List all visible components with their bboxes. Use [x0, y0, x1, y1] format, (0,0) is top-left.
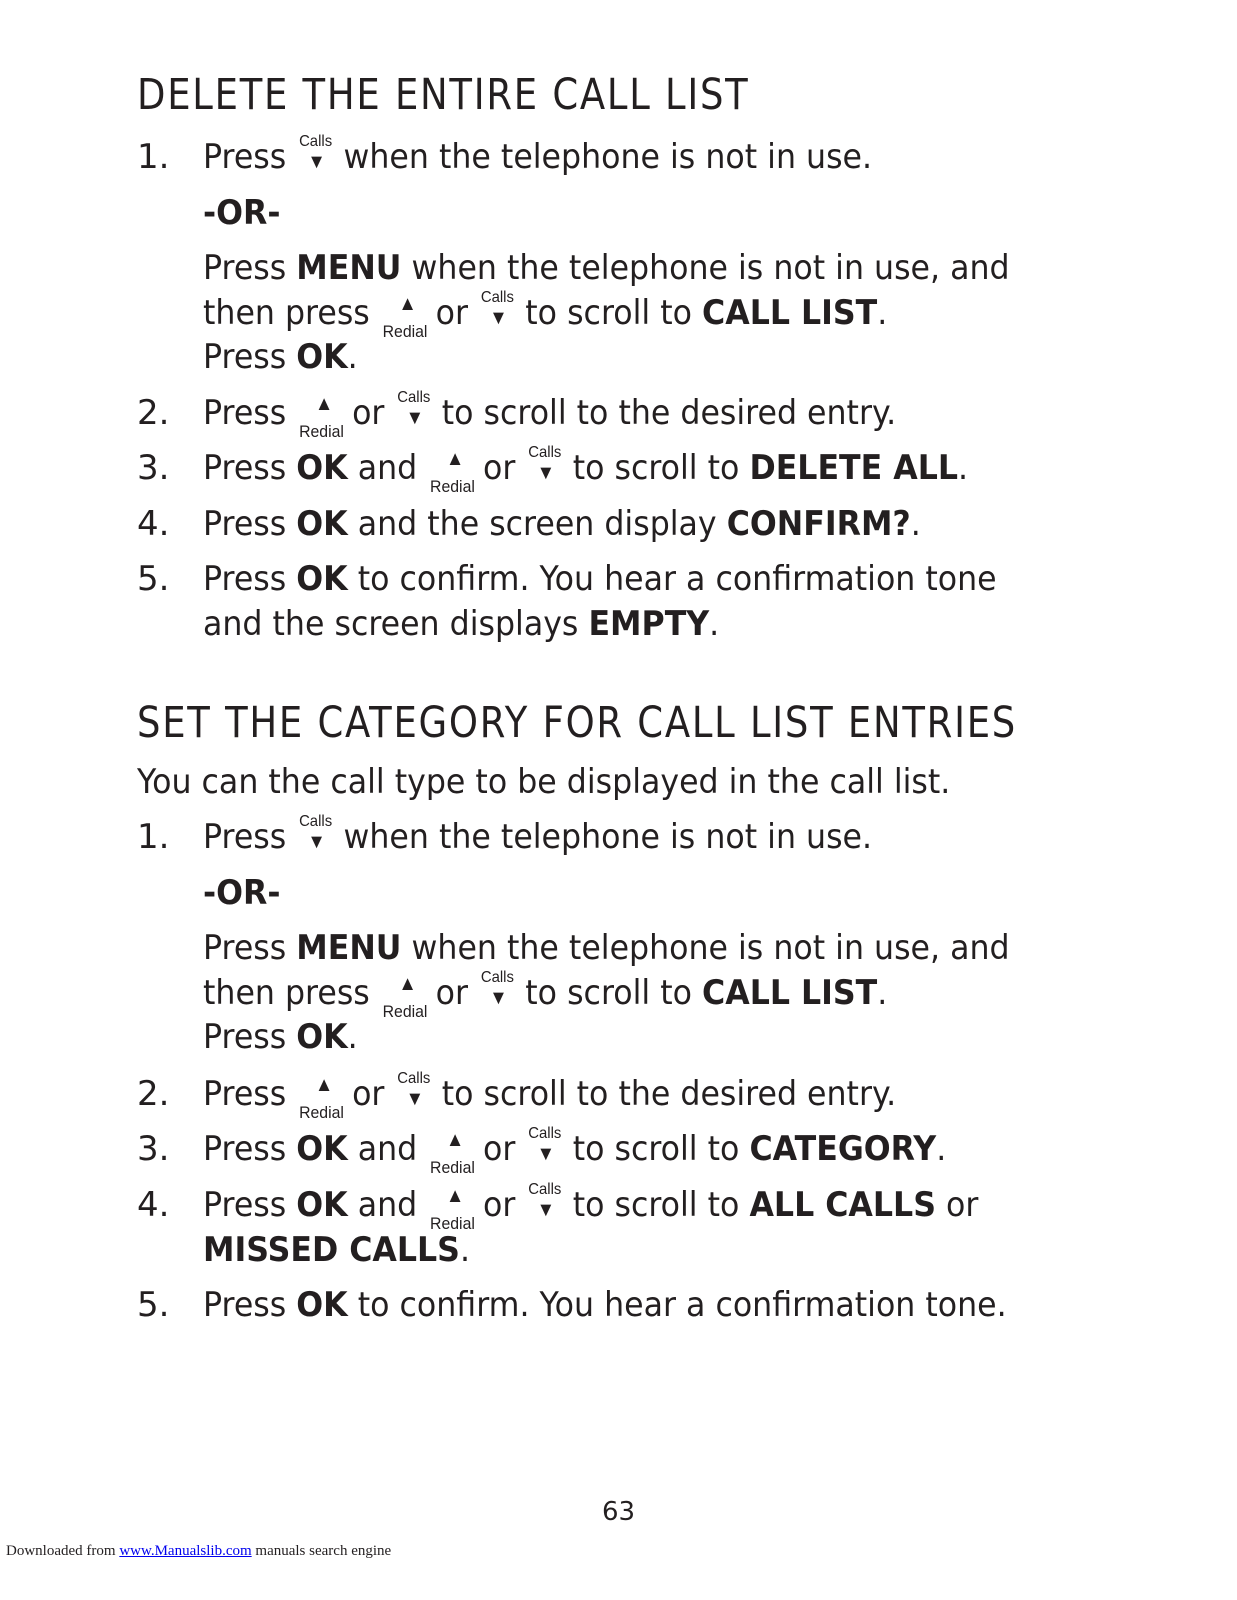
step-alt-text: Press MENU when the telephone is not in use, and: [203, 248, 1010, 288]
redial-up-key-icon: ▲ Redial: [430, 1185, 475, 1233]
calls-down-key-icon: Calls ▼: [528, 1125, 562, 1165]
step-number: 4.: [137, 504, 170, 544]
calls-down-key-icon: Calls ▼: [528, 444, 562, 484]
section-title-delete-call-list: DELETE THE ENTIRE CALL LIST: [137, 70, 750, 120]
calls-down-key-icon: Calls ▼: [397, 1070, 431, 1110]
redial-up-key-icon: ▲ Redial: [299, 1074, 344, 1122]
step-alt-text: Press OK.: [203, 337, 358, 377]
step-number: 2.: [137, 393, 170, 433]
step-number: 2.: [137, 1074, 170, 1114]
step-alt-text: then press ▲ Redial or Calls ▼ to scroll to CALL LIST.: [203, 969, 888, 1021]
redial-up-key-icon: ▲ Redial: [382, 293, 428, 341]
step-alt-text: then press ▲ Redial or Calls ▼ to scroll to CALL LIST.: [203, 289, 888, 341]
redial-up-key-icon: ▲ Redial: [430, 448, 475, 496]
redial-up-key-icon: ▲ Redial: [299, 393, 344, 441]
step-number: 4.: [137, 1185, 170, 1225]
redial-up-key-icon: ▲ Redial: [382, 973, 428, 1021]
step-text: Press OK to confirm. You hear a confirmation tone: [203, 559, 997, 599]
step-number: 5.: [137, 1285, 170, 1325]
section-title-set-category: SET THE CATEGORY FOR CALL LIST ENTRIES: [137, 698, 1017, 748]
step-number: 1.: [137, 137, 170, 177]
step-text: Press OK and ▲ Redial or Calls ▼ to scroll to ALL CALLS or: [203, 1181, 979, 1233]
step-text: Press ▲ Redial or Calls ▼ to scroll to the desired entry.: [203, 1070, 897, 1122]
step-number: 3.: [137, 1129, 170, 1169]
step-number: 3.: [137, 448, 170, 488]
step-text: Press Calls ▼ when the telephone is not in use.: [203, 813, 873, 857]
calls-down-key-icon: Calls ▼: [528, 1181, 562, 1221]
step-alt-text: Press OK.: [203, 1017, 358, 1057]
step-alt-text: Press MENU when the telephone is not in use, and: [203, 928, 1010, 968]
step-text: Press OK and ▲ Redial or Calls ▼ to scroll to CATEGORY.: [203, 1125, 947, 1177]
step-text: Press OK and ▲ Redial or Calls ▼ to scroll to DELETE ALL.: [203, 444, 969, 496]
page-number: 63: [601, 1497, 636, 1527]
step-number: 1.: [137, 817, 170, 857]
step-text: Press OK to confirm. You hear a confirmation tone.: [203, 1285, 1007, 1325]
step-text: Press Calls ▼ when the telephone is not in use.: [203, 133, 873, 177]
redial-up-key-icon: ▲ Redial: [430, 1129, 475, 1177]
manualslib-link[interactable]: www.Manualslib.com: [119, 1543, 252, 1559]
calls-down-key-icon: Calls ▼: [480, 289, 514, 329]
step-text: Press ▲ Redial or Calls ▼ to scroll to the desired entry.: [203, 389, 897, 441]
calls-down-key-icon: Calls ▼: [397, 389, 431, 429]
footer-prefix: Downloaded from: [6, 1543, 116, 1559]
calls-down-key-icon: Calls ▼: [480, 969, 514, 1009]
or-separator: -OR-: [203, 873, 281, 913]
step-number: 5.: [137, 559, 170, 599]
or-separator: -OR-: [203, 193, 281, 233]
calls-down-key-icon: Calls ▼: [299, 133, 333, 173]
step-text: MISSED CALLS.: [203, 1230, 471, 1270]
calls-down-key-icon: Calls ▼: [299, 813, 333, 853]
footer-suffix: manuals search engine: [255, 1543, 392, 1559]
step-text: Press OK and the screen display CONFIRM?.: [203, 504, 921, 544]
section-intro: You can the call type to be displayed in the call list.: [137, 762, 951, 802]
step-text: and the screen displays EMPTY.: [203, 604, 720, 644]
footer-attribution: [6, 1543, 391, 1560]
